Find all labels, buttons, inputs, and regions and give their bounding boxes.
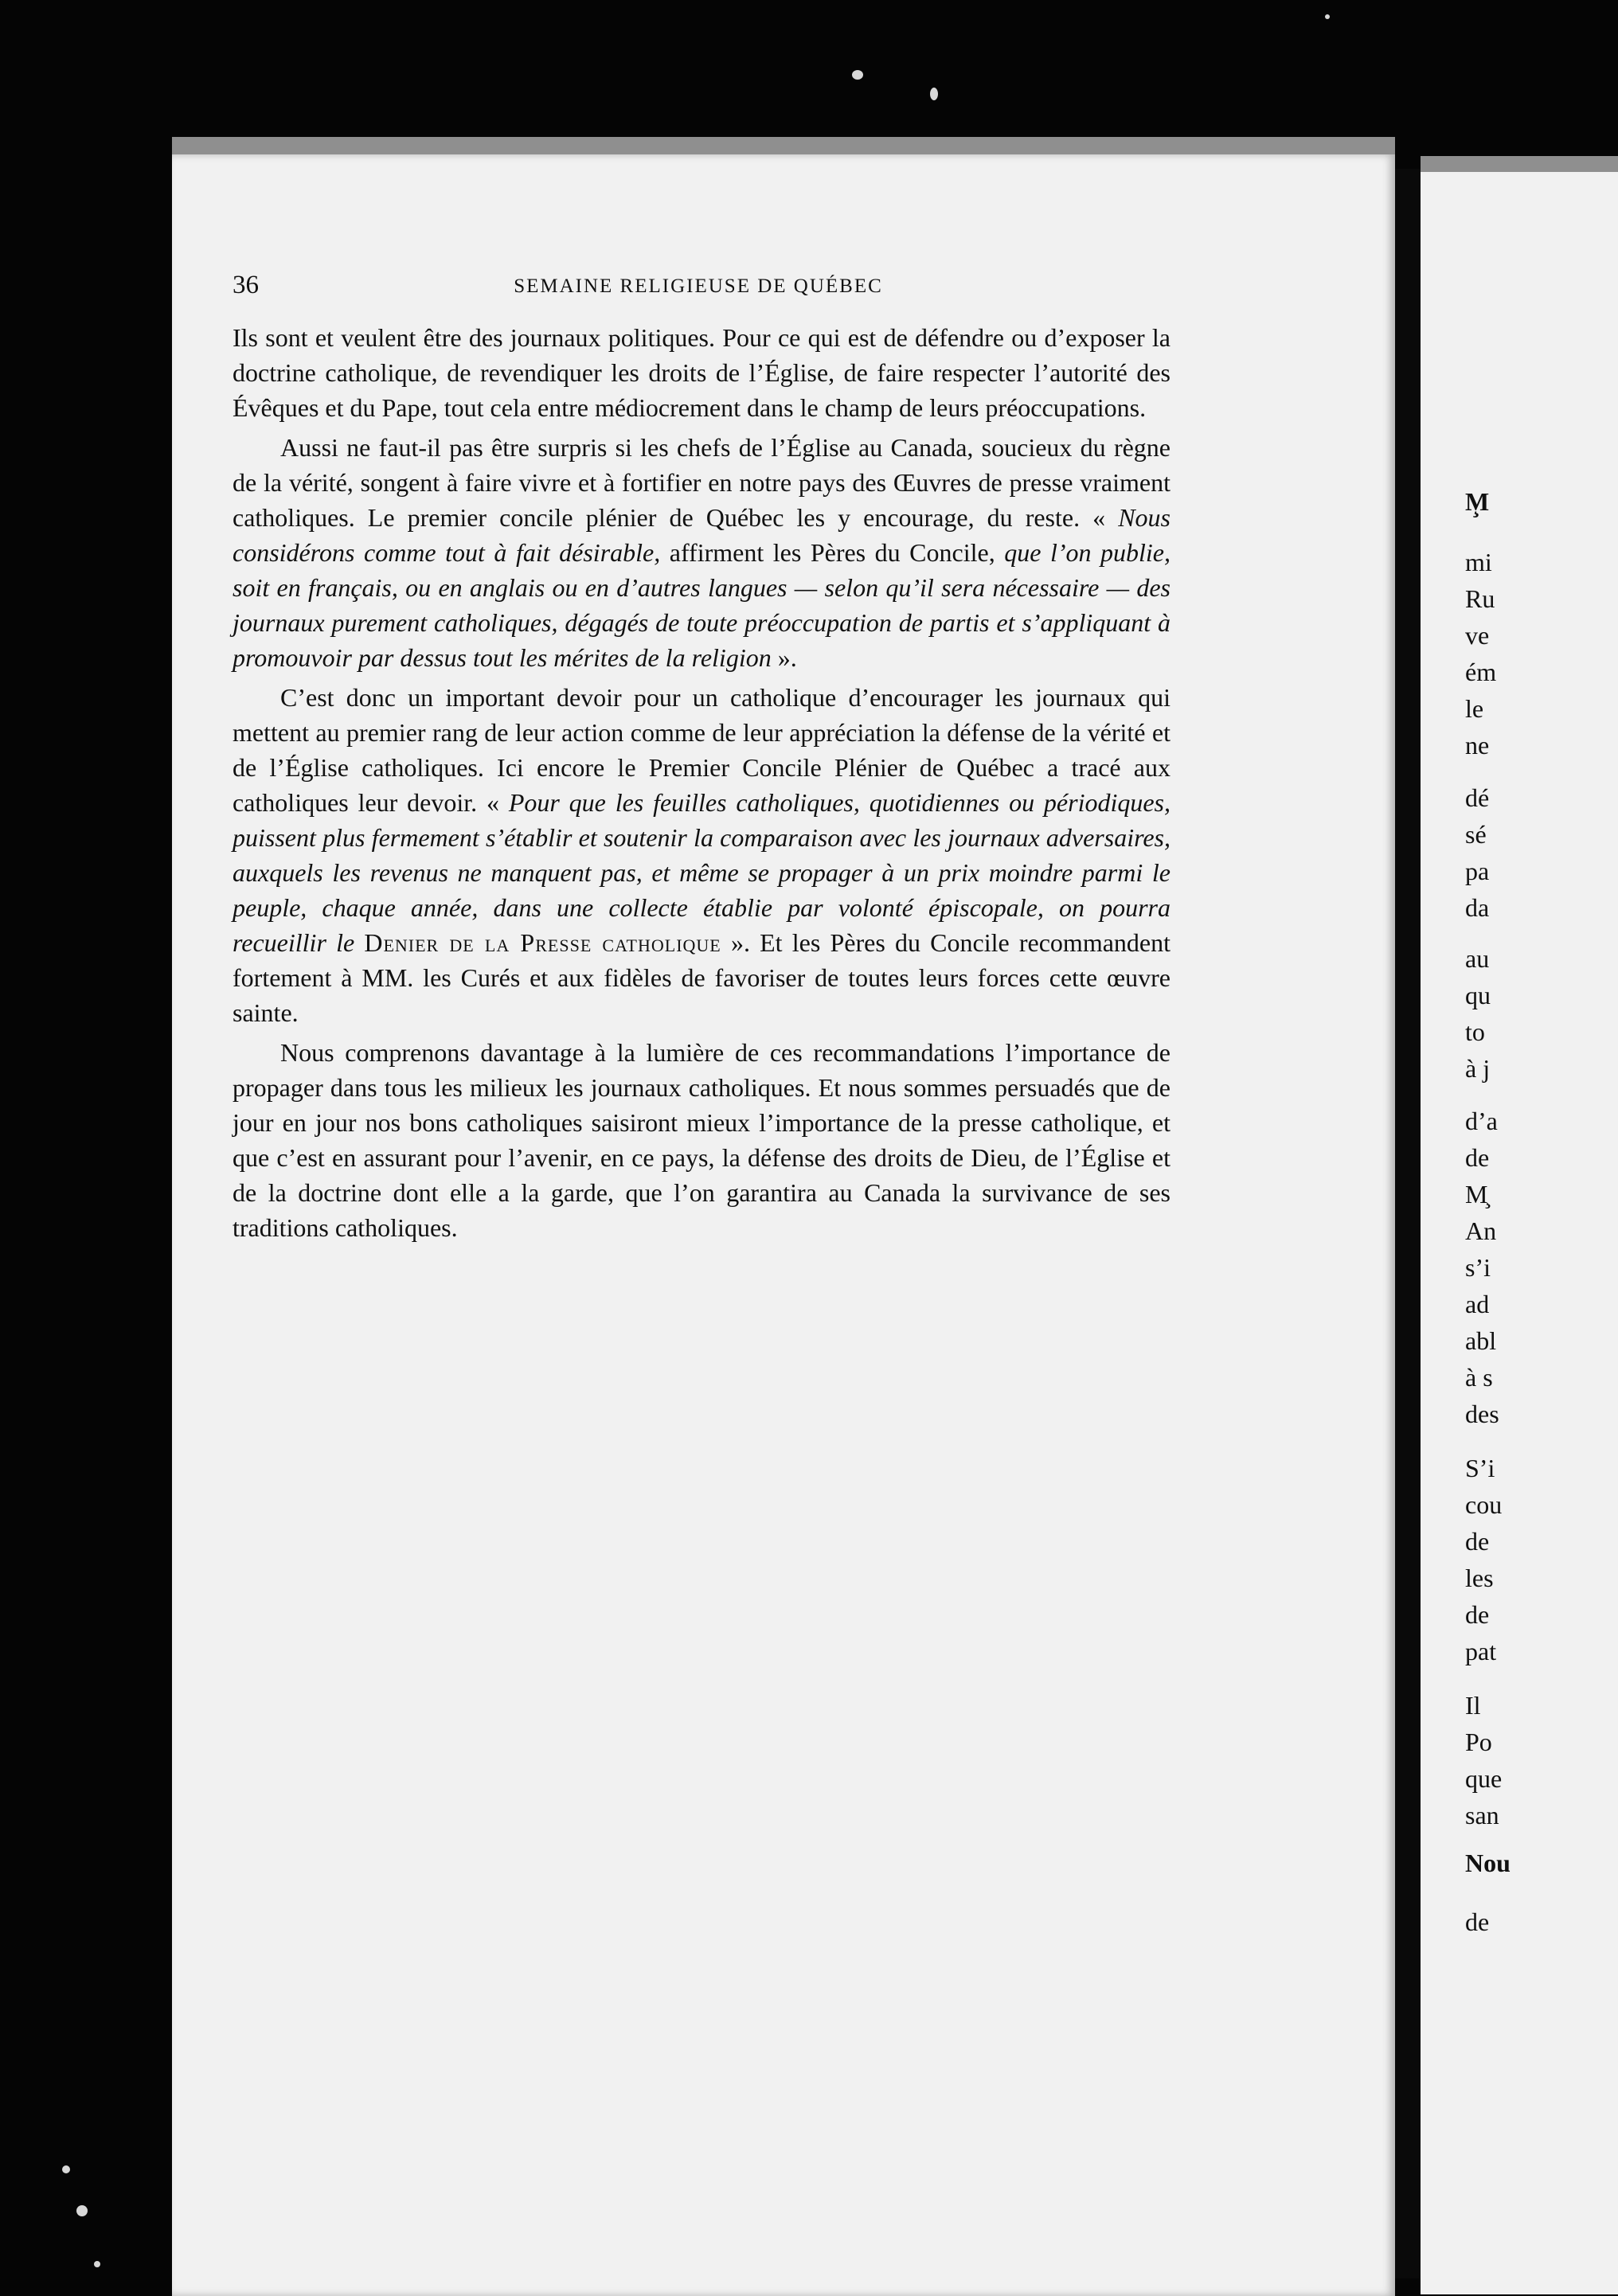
text-segment: Nous considérons comme tout à fait désirable, (233, 503, 1171, 567)
right-page-text-fragment: au (1465, 944, 1490, 973)
right-page-text-fragment: ne (1465, 731, 1490, 759)
right-page-text-fragment: pa (1465, 857, 1490, 885)
text-segment: affirment les Pères du Concile, (660, 538, 1005, 567)
right-page-text-fragment: Ru (1465, 584, 1495, 613)
right-page-text-fragment: de (1465, 1907, 1490, 1936)
right-page-text-fragment: des (1465, 1400, 1499, 1428)
right-page-text-fragment: à s (1465, 1363, 1493, 1392)
paragraph (233, 680, 1171, 1030)
right-page-text-fragment: mi (1465, 548, 1492, 576)
right-page-text-fragment: M̧ (1465, 487, 1490, 516)
right-page (1421, 156, 1618, 2294)
right-page-text-fragment: ém (1465, 658, 1497, 686)
right-page-text-fragment: cou (1465, 1490, 1503, 1519)
right-page-text-fragment: s’i (1465, 1253, 1491, 1282)
text-segment: Aussi ne faut-il pas être surpris si les chefs de l’Église au Canada, soucieux du règne de la vérité, songent à faire vivre et à fortifier en notre pays des Œuvres de presse vraiment catholiques. Le premier concile plénier de Québec les y encourage, du reste. « (233, 433, 1171, 532)
text-segment: Ils sont et veulent être des journaux politiques. Pour ce qui est de défendre ou d’exposer la doctrine catholique, de revendiquer les droits de l’Église, de faire respecter l’autorité des Évêques et du Pape, tout cela entre médiocrement dans le champ de leurs préoccupations. (233, 323, 1171, 422)
text-segment: que l’on publie, soit en français, ou en anglais ou en d’autres langues — selon qu’il sera nécessaire — des journaux purement catholiques, dégagés de toute préoccupation de partis et s’appliquant à promouvoir par dessus tout les mérites de la religion (233, 538, 1171, 672)
right-page-text-fragment: An (1465, 1216, 1497, 1245)
right-page-text-fragment: to (1465, 1017, 1485, 1046)
scan-speck (62, 2165, 70, 2173)
right-page-text-fragment: dé (1465, 783, 1490, 812)
paragraph (233, 1035, 1171, 1245)
scan-speck (76, 2205, 88, 2216)
text-segment: Pour que les feuilles catholiques, quotidiennes ou périodiques, puissent plus fermement s’établir et soutenir la comparaison avec les journaux adversaires, auxquels les revenus ne manquent pas, et même se propager à un prix moindre parmi le peuple, chaque année, dans une collecte établie par volonté épiscopale, on pourra recueillir le (233, 788, 1171, 957)
right-page-text-fragment: à j (1465, 1054, 1491, 1083)
right-page-text-fragment: abl (1465, 1326, 1497, 1355)
right-page-text-fragment: Nou (1465, 1849, 1511, 1877)
right-page-text-fragment: sé (1465, 820, 1487, 849)
scan-speck (94, 2261, 100, 2267)
right-page-text-fragment: les (1465, 1564, 1494, 1592)
right-page-text-fragment: ve (1465, 621, 1490, 650)
book-spine (1392, 169, 1421, 2278)
right-page-text-fragment: Po (1465, 1728, 1492, 1756)
text-segment: ». (771, 643, 797, 672)
text-segment: C’est donc un important devoir pour un catholique d’encourager les journaux qui mettent au premier rang de leur action comme de leur appréciation la défense de la vérité et de l’Église catholiques. Ici encore le Premier Concile Plénier de Québec a tracé aux catholiques leur devoir. « (233, 683, 1171, 817)
paragraph (233, 320, 1171, 425)
right-page-text-fragment: d’a (1465, 1107, 1498, 1135)
right-page-text-fragment: de (1465, 1527, 1490, 1556)
running-head (233, 271, 1164, 310)
right-page-text-fragment: M̧ (1465, 1180, 1488, 1209)
scan-speck (930, 88, 938, 100)
scan-speck (852, 70, 863, 80)
right-page-text-fragment: de (1465, 1143, 1490, 1172)
right-page-text-fragment: le (1465, 694, 1484, 723)
right-page-text-fragment: de (1465, 1600, 1490, 1629)
paragraph (233, 430, 1171, 675)
text-segment: ». Et les Pères du Concile recommandent fortement à MM. les Curés et aux fidèles de favoriser de toutes leurs forces cette œuvre sainte. (233, 928, 1171, 1027)
body-text (233, 320, 1171, 1250)
scan-speck (1325, 14, 1330, 19)
right-page-text-fragment: ad (1465, 1290, 1490, 1318)
right-page-text-fragment: que (1465, 1764, 1503, 1793)
right-page-text-fragment: pat (1465, 1637, 1497, 1665)
page-number: 36 (233, 271, 259, 299)
right-page-text-fragment: da (1465, 893, 1490, 922)
running-head-title: SEMAINE RELIGIEUSE DE QUÉBEC (514, 275, 883, 297)
right-page-text-fragment: san (1465, 1801, 1499, 1829)
text-segment: Denier de la Presse catholique (364, 928, 721, 957)
text-segment (354, 928, 364, 957)
text-segment: Nous comprenons davantage à la lumière de ces recommandations l’importance de propager dans tous les milieux les journaux catholiques. Et nous sommes persuadés que de jour en jour nos bons catholiques saisiront mieux l’importance de la presse catholique, et que c’est en assurant pour l’avenir, en ce pays, la défense des droits de Dieu, de l’Église et de la doctrine dont elle a la garde, que l’on garantira au Canada la survivance de ses traditions catholiques. (233, 1038, 1171, 1242)
right-page-text-fragment: S’i (1465, 1454, 1495, 1482)
right-page-text-fragment: Il (1465, 1691, 1481, 1720)
right-page-text-fragment: qu (1465, 981, 1491, 1009)
